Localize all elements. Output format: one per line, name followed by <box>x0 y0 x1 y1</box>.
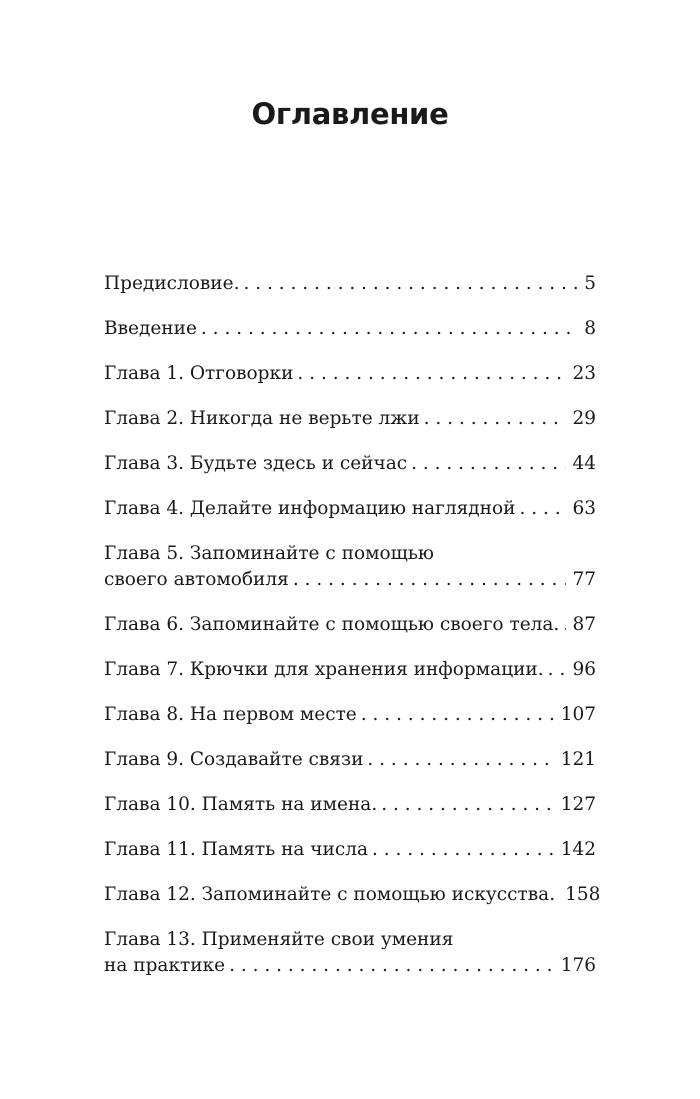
dot-leader <box>381 792 554 818</box>
toc-entry-introduction <box>104 316 596 342</box>
toc-entry-label: Глава 8. На первом месте <box>104 704 357 725</box>
toc-entry-label: Глава 6. Запоминайте с помощью своего тела. <box>104 614 560 635</box>
dot-leader <box>201 316 578 342</box>
toc-entry-page: 176 <box>560 955 596 976</box>
toc-entry-page: 63 <box>572 498 596 519</box>
toc-entry-label: Глава 9. Создавайте связи <box>104 749 364 770</box>
toc-entry-page: 158 <box>565 884 601 905</box>
toc-entry-page: 121 <box>560 749 596 770</box>
toc-entry-page: 77 <box>572 569 596 590</box>
toc-entry-page: 127 <box>560 794 596 815</box>
toc-entry-label: Глава 7. Крючки для хранения информации. <box>104 659 544 680</box>
toc-entry-chapter-3 <box>104 451 596 477</box>
toc-entry-chapter-7 <box>104 657 596 683</box>
dot-leader <box>243 271 578 297</box>
dot-leader <box>297 361 566 387</box>
toc-entry-page: 29 <box>572 408 596 429</box>
toc-entry-chapter-6 <box>104 612 596 638</box>
dot-leader <box>367 747 554 773</box>
toc-entry-chapter-8 <box>104 702 596 728</box>
toc-entry-chapter-13 <box>104 927 596 979</box>
toc-entry-chapter-9 <box>104 747 596 773</box>
table-of-contents <box>104 271 601 998</box>
toc-entry-page: 5 <box>584 273 596 294</box>
toc-entry-page: 23 <box>572 363 596 384</box>
toc-entry-page: 107 <box>560 704 596 725</box>
toc-entry-chapter-4 <box>104 496 596 522</box>
toc-entry-label: на практике <box>104 955 226 976</box>
toc-entry-chapter-1 <box>104 361 596 387</box>
toc-entry-label: Предисловие. <box>104 273 240 294</box>
dot-leader <box>519 496 566 522</box>
toc-entry-chapter-2 <box>104 406 596 432</box>
toc-entry-chapter-5 <box>104 541 596 593</box>
toc-entry-page: 142 <box>560 839 596 860</box>
toc-entry-label-line1: Глава 5. Запоминайте с помощью <box>104 543 435 564</box>
dot-leader <box>229 953 555 979</box>
toc-entry-label: Глава 4. Делайте информацию наглядной <box>104 498 516 519</box>
toc-entry-label: Глава 2. Никогда не верьте лжи <box>104 408 420 429</box>
toc-entry-label: Введение <box>104 318 197 339</box>
toc-entry-label: Глава 1. Отговорки <box>104 363 294 384</box>
toc-entry-page: 96 <box>572 659 596 680</box>
dot-leader <box>424 406 567 432</box>
toc-entry-chapter-12 <box>104 882 601 908</box>
dot-leader <box>411 451 566 477</box>
page-title: Оглавление <box>251 97 449 131</box>
dot-leader <box>293 567 567 593</box>
toc-entry-label: Глава 3. Будьте здесь и сейчас <box>104 453 408 474</box>
toc-entry-label-line1: Глава 13. Применяйте свои умения <box>104 929 454 950</box>
dot-leader <box>548 657 567 683</box>
dot-leader <box>372 837 555 863</box>
toc-entry-page: 87 <box>572 614 596 635</box>
toc-entry-chapter-11 <box>104 837 596 863</box>
toc-entry-label: своего автомобиля <box>104 569 289 590</box>
toc-entry-label: Глава 11. Память на числа <box>104 839 369 860</box>
toc-entry-preface <box>104 271 596 297</box>
toc-entry-page: 8 <box>584 318 596 339</box>
toc-entry-chapter-10 <box>104 792 596 818</box>
toc-entry-label: Глава 12. Запоминайте с помощью искусства. <box>104 884 556 905</box>
toc-entry-page: 44 <box>572 453 596 474</box>
toc-entry-label: Глава 10. Память на имена. <box>104 794 378 815</box>
dot-leader <box>361 702 555 728</box>
